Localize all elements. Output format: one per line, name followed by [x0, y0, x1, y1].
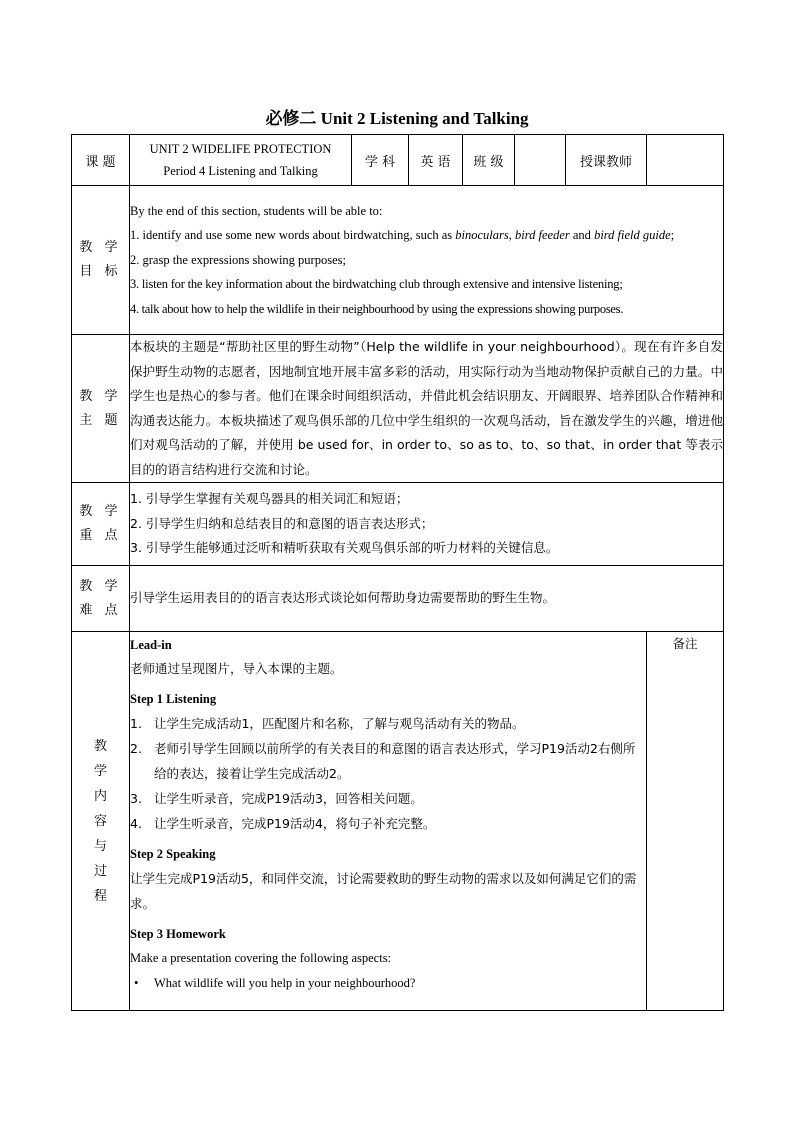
key-points-content — [130, 483, 724, 566]
theme-content: 本板块的主题是“帮助社区里的野生动物”（Help the wildlife in your neighbourhood）。现在有许多自发保护野生动物的志愿者，因地制宜地开展丰富多彩的活动，用实际行动为当地动物保护贡献自己的力量。中学生也是热心的参与者。他们在课余时间组织活动，并借此机会结识朋友、开阔眼界、培养团队合作精神和沟通表达能力。本板块描述了观鸟俱乐部的几位中学生组织的一次观鸟活动，旨在激发学生的兴趣，增进他们对观鸟活动的了解，并使用 be used for、in order to、so as to、to、so that、in order that 等表示目的的语言结构进行交流和讨论。 — [130, 335, 724, 483]
objective-item-2: 2. grasp the expressions showing purposes; — [130, 252, 346, 267]
key-points-label: 教 学 重 点 — [72, 483, 130, 566]
objectives-intro: By the end of this section, students will be able to: — [130, 203, 383, 218]
subject-label: 学 科 — [352, 135, 409, 186]
list-item: 4. 让学生听录音，完成P19活动4，将句子补充完整。 — [130, 816, 436, 831]
key-point-item: 1. 引导学生掌握有关观鸟器具的相关词汇和短语； — [130, 491, 409, 507]
topic-label: 课 题 — [72, 135, 130, 186]
theme-label: 教 学 主 题 — [72, 335, 130, 483]
objectives-row — [72, 186, 724, 335]
lesson-plan-table — [71, 134, 724, 1011]
process-row — [72, 632, 724, 1011]
list-item: • What wildlife will you help in your neighbourhood? — [130, 971, 646, 996]
theme-row — [72, 335, 724, 483]
step1-title: Step 1 Listening — [130, 692, 217, 706]
course-title-line2: Period 4 Listening and Talking — [163, 164, 318, 178]
notes-label: 备注 — [647, 632, 724, 1011]
objectives-label: 教 学 目 标 — [72, 186, 130, 335]
step3-text: Make a presentation covering the following aspects: — [130, 951, 392, 965]
objectives-content — [130, 186, 724, 335]
process-content — [130, 632, 647, 1011]
class-label: 班 级 — [463, 135, 515, 186]
difficulties-row — [72, 566, 724, 632]
objective-item-3: 3. listen for the key information about the birdwatching club through extensive and intensive listening; — [130, 277, 623, 292]
objective-item-1: 1. identify and use some new words about birdwatching, such as binoculars, bird feeder and bird field guide; — [130, 228, 675, 243]
header-row — [72, 135, 724, 186]
teacher-value — [647, 135, 724, 186]
class-value — [515, 135, 566, 186]
teacher-label: 授课教师 — [566, 135, 647, 186]
process-label: 教 学 内 容 与 过 程 — [72, 632, 130, 1011]
step3-title: Step 3 Homework — [130, 927, 226, 941]
objective-item-4: 4. talk about how to help the wildlife in their neighbourhood by using the expressions showing purposes. — [130, 301, 624, 316]
bullet-icon: • — [134, 976, 139, 990]
difficulties-content: 引导学生运用表目的的语言表达形式谈论如何帮助身边需要帮助的野生生物。 — [130, 566, 724, 632]
difficulties-label: 教 学 难 点 — [72, 566, 130, 632]
list-item: 3. 让学生听录音，完成P19活动3，回答相关问题。 — [130, 791, 423, 806]
step2-title: Step 2 Speaking — [130, 847, 216, 861]
key-points-row — [72, 483, 724, 566]
key-point-item: 2. 引导学生归纳和总结表目的和意图的语言表达形式； — [130, 515, 434, 531]
page-title: 必修二 Unit 2 Listening and Talking — [265, 109, 529, 128]
step2-text: 让学生完成P19活动5，和同伴交流，讨论需要救助的野生动物的需求以及如何满足它们的需求。 — [130, 871, 637, 911]
list-item: 2. 老师引导学生回顾以前所学的有关表目的和意图的语言表达形式，学习P19活动2右侧所给的表达，接着让学生完成活动2。 — [130, 741, 636, 781]
leadin-title: Lead-in — [130, 638, 172, 652]
key-point-item: 3. 引导学生能够通过泛听和精听获取有关观鸟俱乐部的听力材料的关键信息。 — [130, 540, 559, 556]
list-item: 1. 让学生完成活动1，匹配图片和名称，了解与观鸟活动有关的物品。 — [130, 716, 525, 731]
leadin-text: 老师通过呈现图片，导入本课的主题。 — [130, 661, 343, 676]
course-title-line1: UNIT 2 WIDELIFE PROTECTION — [149, 142, 332, 156]
course-title-cell — [130, 135, 352, 186]
subject-value: 英 语 — [409, 135, 463, 186]
